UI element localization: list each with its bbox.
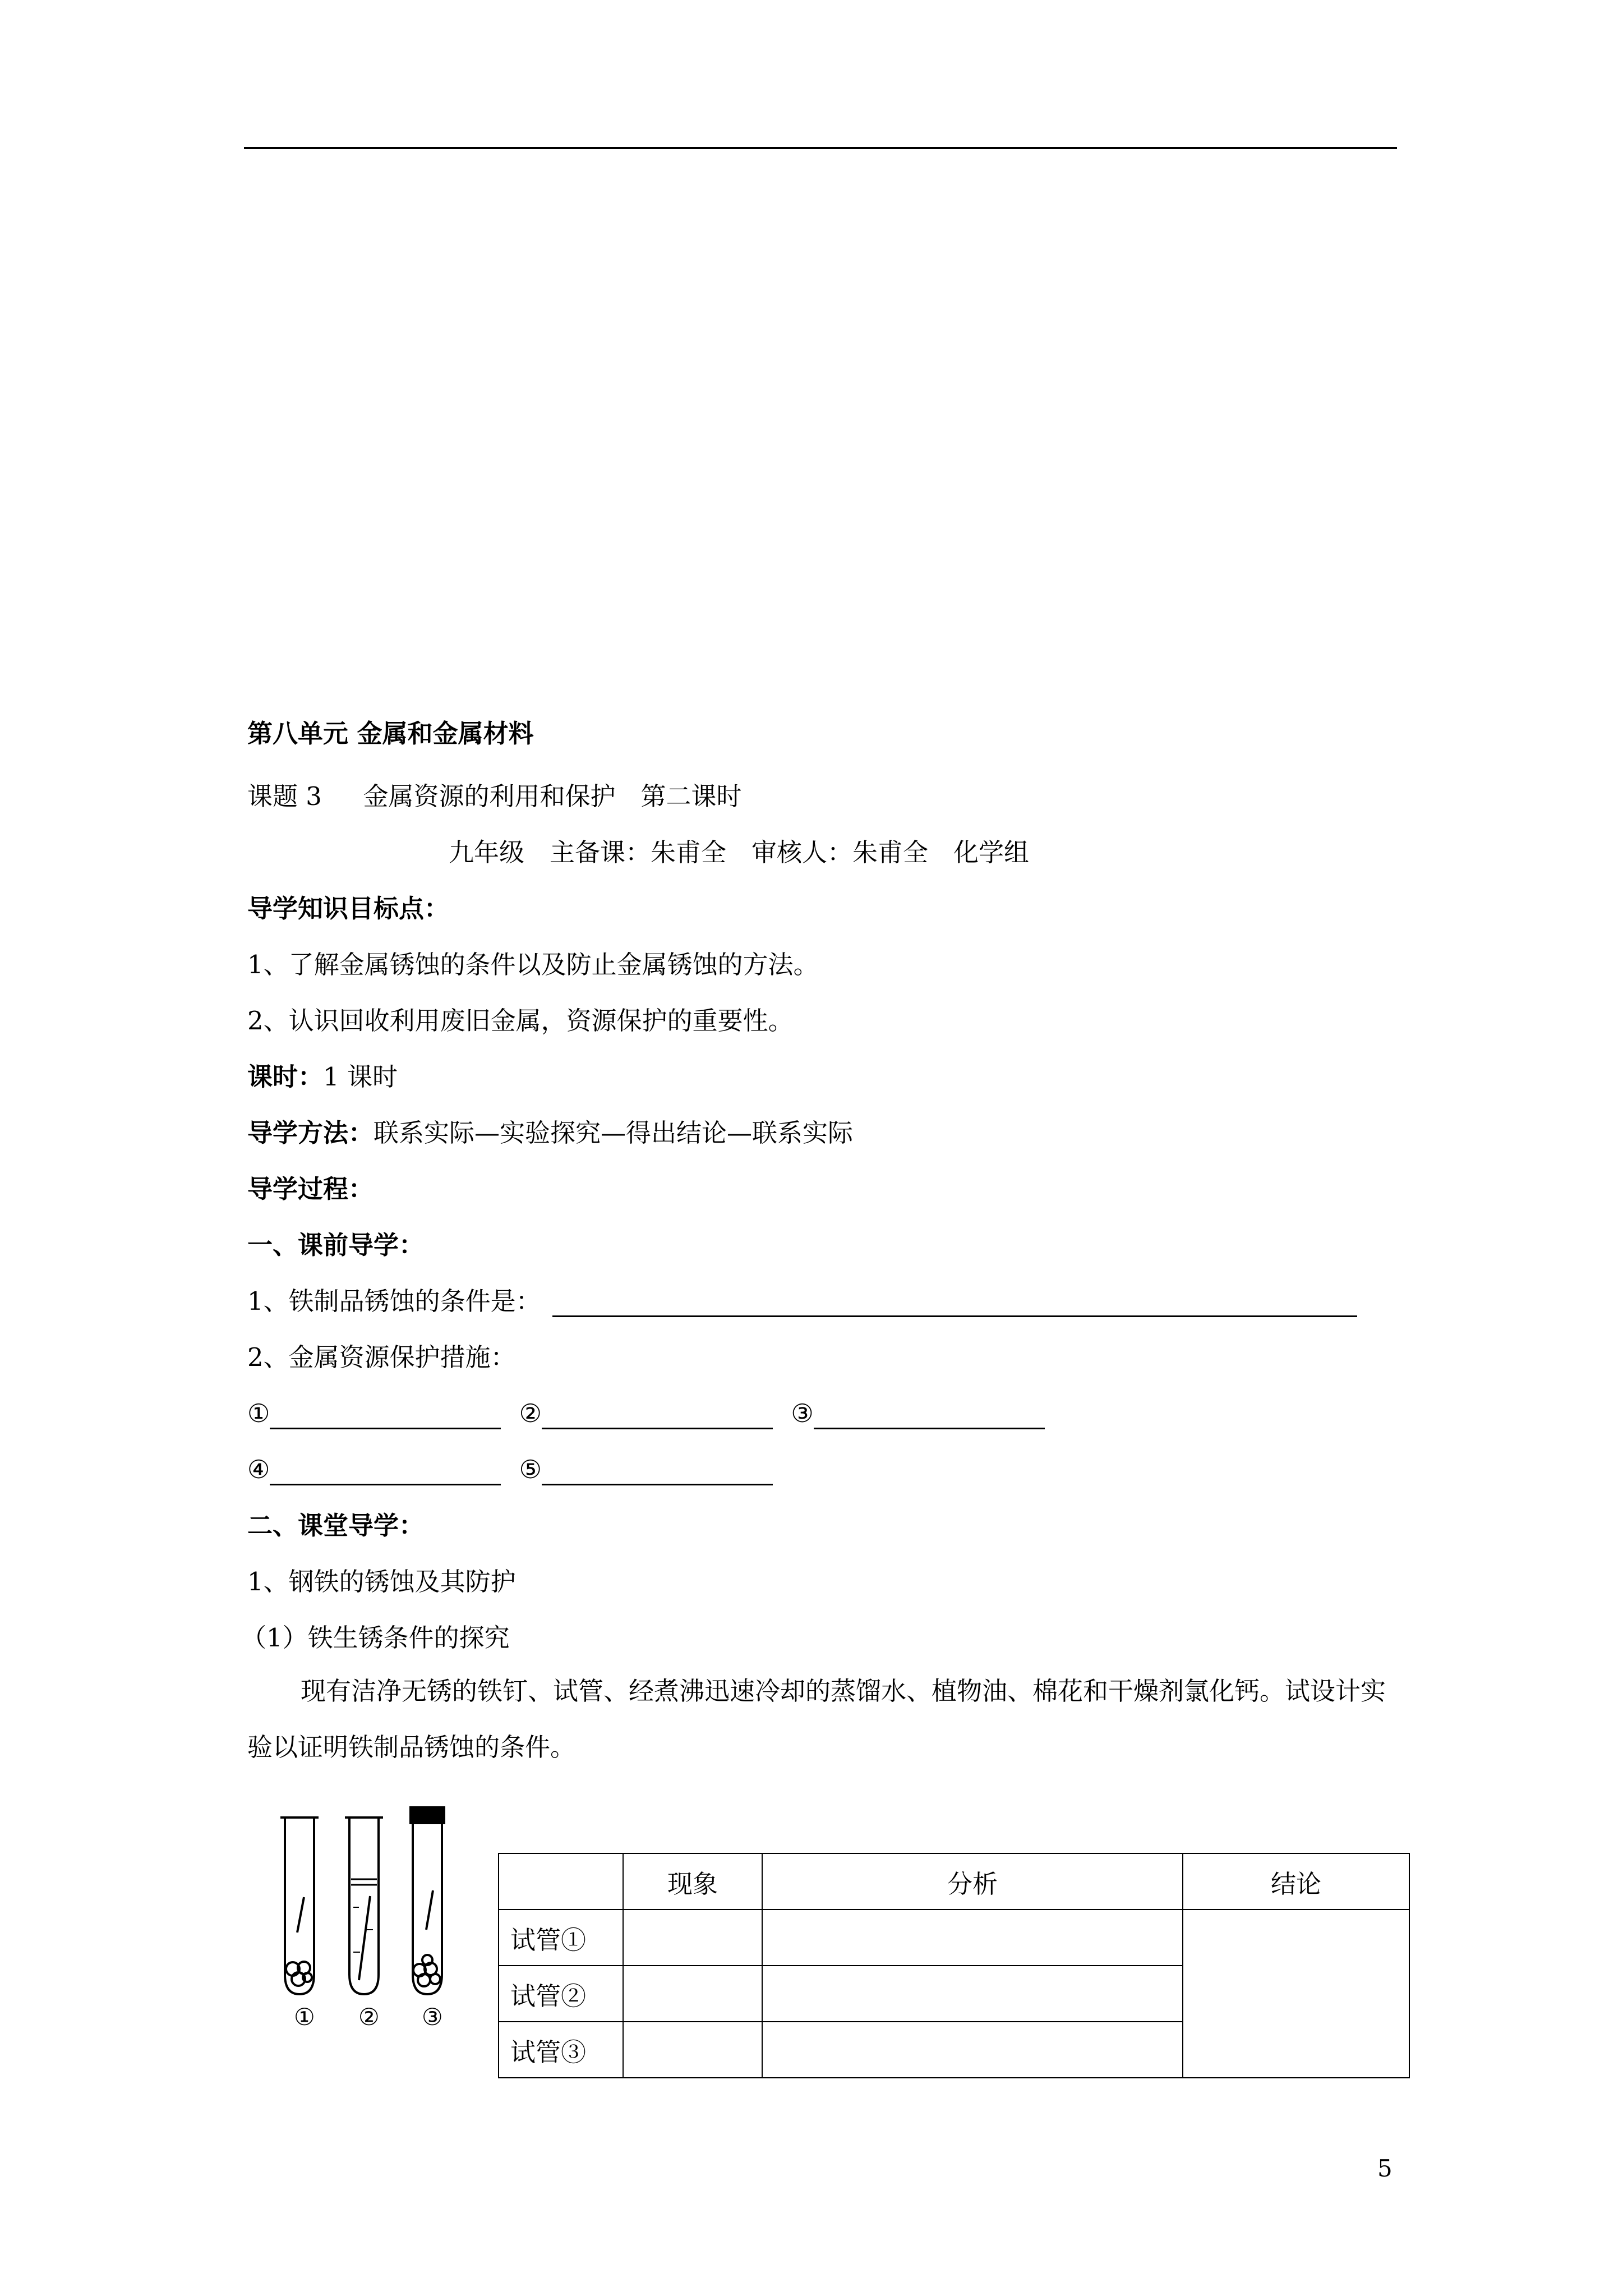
tube-label-3: ③ [422, 2003, 443, 2031]
page-number: 5 [1377, 2155, 1393, 2182]
pre-q2: 2、金属资源保护措施： [247, 1342, 516, 1372]
goal-2: 2、认识回收利用废旧金属，资源保护的重要性。 [247, 1006, 794, 1036]
conclusion-cell[interactable] [1183, 1910, 1409, 2078]
goals-heading: 导学知识目标点： [247, 894, 450, 923]
answer-blank[interactable] [542, 1401, 773, 1429]
pre-q1: 1、铁制品锈蚀的条件是： [247, 1286, 541, 1316]
unit-title: 第八单元 金属和金属材料 [247, 719, 534, 748]
row-label: 试管① [499, 1910, 623, 1966]
circle-5: ⑤ [519, 1455, 542, 1484]
experiment-paragraph: 现有洁净无锈的铁钉、试管、经煮沸迅速冷却的蒸馏水、植物油、棉花和干燥剂氯化钙。试设计实验以证明铁制品锈蚀的条件。 [247, 1676, 1386, 1762]
measures-row-1 [247, 1398, 1045, 1429]
answer-blank[interactable] [270, 1457, 501, 1485]
test-tubes-figure [275, 1806, 477, 2031]
table-header: 现象 [623, 1853, 762, 1910]
class-q1-sub: （1）铁生锈条件的探究 [241, 1623, 510, 1653]
method-line [247, 1117, 853, 1149]
answer-cell[interactable] [762, 1966, 1183, 2022]
answer-cell[interactable] [623, 1910, 762, 1966]
table-row [499, 1910, 1409, 1966]
class-q1: 1、钢铁的锈蚀及其防护 [247, 1567, 516, 1596]
table-header [499, 1853, 623, 1910]
hours-label: 课时： [247, 1062, 324, 1092]
table-header: 分析 [762, 1853, 1183, 1910]
table-header: 结论 [1183, 1853, 1409, 1910]
tube-label-2: ② [358, 2003, 380, 2031]
circle-4: ④ [247, 1455, 270, 1484]
hours-line [247, 1061, 398, 1093]
process-heading: 导学过程： [247, 1174, 374, 1204]
answer-cell[interactable] [623, 2022, 762, 2078]
answer-cell[interactable] [762, 1910, 1183, 1966]
circle-1: ① [247, 1398, 270, 1428]
observation-table [498, 1853, 1410, 2078]
row-label: 试管② [499, 1966, 623, 2022]
answer-cell[interactable] [623, 1966, 762, 2022]
test-tube-3 [411, 1806, 444, 1994]
test-tube-2 [345, 1818, 383, 1994]
method-label: 导学方法： [247, 1118, 374, 1148]
goal-1: 1、了解金属锈蚀的条件以及防止金属锈蚀的方法。 [247, 950, 819, 979]
hours-value: 1 课时 [323, 1062, 398, 1092]
answer-blank[interactable] [552, 1289, 1357, 1317]
circle-3: ③ [791, 1398, 814, 1428]
pre-heading: 一、课前导学： [247, 1230, 425, 1260]
row-label: 试管③ [499, 2022, 623, 2078]
class-heading: 二、课堂导学： [247, 1511, 425, 1540]
test-tube-1 [280, 1818, 319, 1994]
meta-line: 九年级 主备课：朱甫全 审核人：朱甫全 化学组 [449, 838, 1030, 867]
answer-blank[interactable] [542, 1457, 773, 1485]
method-value: 联系实际—实验探究—得出结论—联系实际 [374, 1118, 854, 1148]
tube-label-1: ① [294, 2003, 315, 2031]
answer-cell[interactable] [762, 2022, 1183, 2078]
lesson-title: 课题 3 金属资源的利用和保护 第二课时 [247, 781, 742, 811]
answer-blank[interactable] [270, 1401, 501, 1429]
pre-q1-line [247, 1286, 1357, 1317]
table-header-row [499, 1853, 1409, 1910]
circle-2: ② [519, 1398, 542, 1428]
measures-row-2 [247, 1454, 773, 1485]
answer-blank[interactable] [814, 1401, 1045, 1429]
header-rule [244, 147, 1397, 149]
